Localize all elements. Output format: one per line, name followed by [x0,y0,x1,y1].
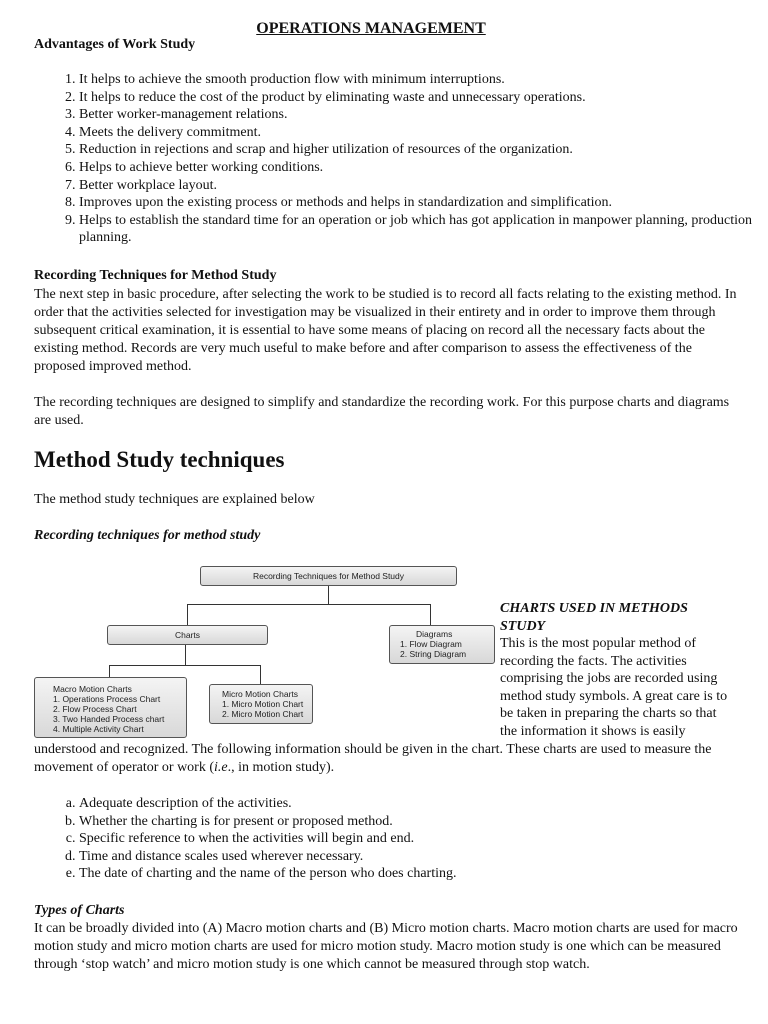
list-item: 1. It helps to achieve the smooth production flow with minimum interruptions. [79,71,768,89]
diagram-micro-item: 1. Micro Motion Chart [222,699,304,709]
list-item: 3. Better worker-management relations. [79,106,768,124]
diagram-macro-title: Macro Motion Charts [53,684,132,694]
list-item: 8. Improves upon the existing process or methods and helps in standardization and simplification. [79,194,768,212]
diagram-macro-item: 1. Operations Process Chart [53,694,161,704]
diagram-macro-item: 2. Flow Process Chart [53,704,137,714]
charts-used-heading: CHARTS USED IN METHODS STUDY [500,601,688,634]
method-study-intro: The method study techniques are explained below [34,492,315,507]
diagram-connector [187,604,430,605]
diagram-micro-item: 2. Micro Motion Chart [222,709,304,719]
diagram-connector [109,665,261,666]
diagram-connector [260,665,261,684]
paragraph-text: understood and recognized. The following information should be given in the chart. These charts are used to measure the movement of operator or work ( [34,742,712,775]
diagram-root-label: Recording Techniques for Method Study [252,571,405,581]
diagram-diagrams-item: 2. String Diagram [400,649,467,659]
list-item: 5. Reduction in rejections and scrap and higher utilization of resources of the organization. [79,141,768,159]
list-item: 9. Helps to establish the standard time for an operation or job which has got application in manpower planning, production planning. [79,212,768,247]
paragraph-text: ., in motion study). [227,759,335,775]
diagram-micro-title: Micro Motion Charts [222,689,299,699]
list-item: d. Time and distance scales used wherever necessary. [79,848,456,866]
diagram-connector [109,665,110,677]
diagram-root-box [200,566,457,586]
diagram-diagrams-title: Diagrams [416,629,453,639]
diagram-connector [185,645,186,665]
list-item: 2. It helps to reduce the cost of the product by eliminating waste and unnecessary operations. [79,89,768,107]
diagram-diagrams-item: 1. Flow Diagram [400,639,462,649]
types-of-charts-heading: Types of Charts [34,903,125,918]
chart-information-list [34,795,456,883]
recording-paragraph-2: The recording techniques are designed to simplify and standardize the recording work. For this purpose charts and diagrams are used. [34,395,730,428]
list-item: c. Specific reference to when the activities will begin and end. [79,830,456,848]
advantages-heading: Advantages of Work Study [34,37,196,52]
list-item: 6. Helps to achieve better working conditions. [79,159,768,177]
diagram-diagrams-box [389,625,495,664]
list-item: 4. Meets the delivery commitment. [79,124,768,142]
list-item: e. The date of charting and the name of the person who does charting. [79,865,456,883]
list-item: a. Adequate description of the activities. [79,795,456,813]
method-study-heading: Method Study techniques [34,447,285,472]
recording-paragraph-1: The next step in basic procedure, after selecting the work to be studied is to record all facts relating to the existing method. In order that the activities selected for investigation may be visualized in their entirety and in order to improve them through subsequent critical examination, it is essential to have some means of placing on record all the necessary facts about the existing method. Records are very much useful to make before and after comparison to assess the effectiveness of the proposed improved method. [34,287,737,374]
types-of-charts-paragraph: It can be broadly divided into (A) Macro motion charts and (B) Micro motion charts. Macro motion charts are used for macro motion study and micro motion charts are used for micro motion study. Macro motion study is one which can be measured through ‘stop watch’ and micro motion study is one which cannot be measured through stop watch. [34,921,738,972]
diagram-charts-label: Charts [174,630,201,640]
list-item: b. Whether the charting is for present or proposed method. [79,813,456,831]
diagram-connector [328,586,329,604]
charts-used-paragraph-continued [34,741,742,776]
recording-techniques-subheading: Recording techniques for method study [34,528,261,543]
diagram-macro-box [34,677,187,738]
page-title: OPERATIONS MANAGEMENT [256,20,486,37]
diagram-macro-item: 4. Multiple Activity Chart [53,724,144,734]
list-item: 7. Better workplace layout. [79,177,768,195]
diagram-connector [430,604,431,625]
charts-used-paragraph: This is the most popular method of recording the facts. The activities comprising the jobs are recorded using method study symbols. A great care is to be taken in preparing the charts so that the information it shows is easily [500,636,728,739]
diagram-charts-box [107,625,268,645]
diagram-connector [187,604,188,625]
advantages-list [34,71,768,247]
diagram-micro-box [209,684,313,724]
recording-heading: Recording Techniques for Method Study [34,268,277,283]
paragraph-italic-text: i.e [214,759,228,775]
diagram-macro-item: 3. Two Handed Process chart [53,714,165,724]
